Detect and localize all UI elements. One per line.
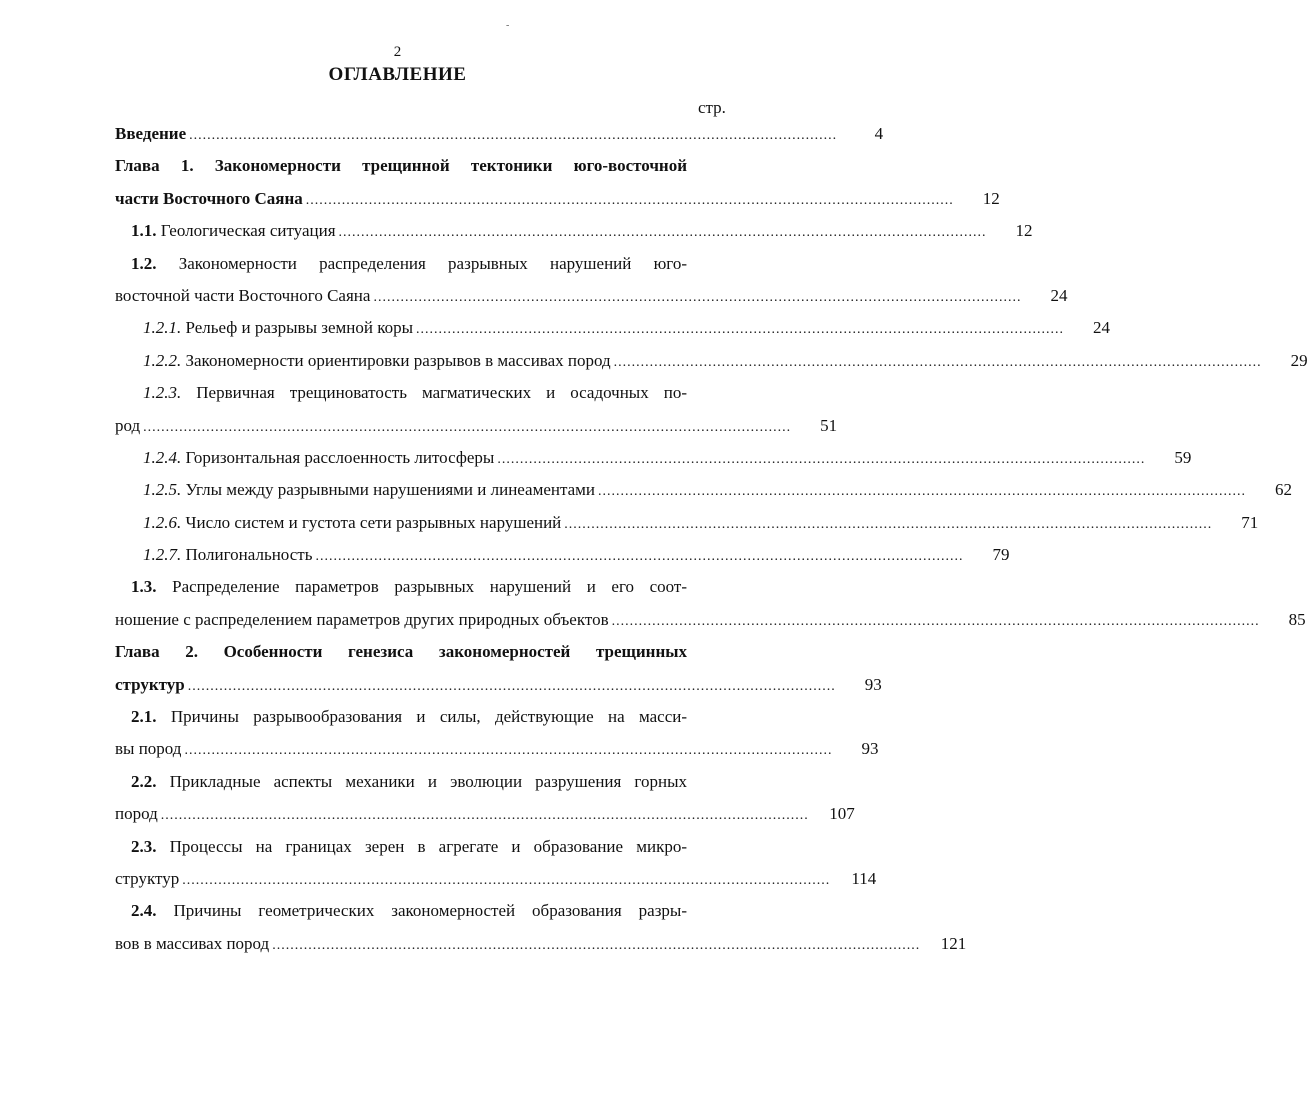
toc-entry-2-1[interactable]	[115, 701, 879, 766]
page-column-label: стр.	[698, 98, 726, 117]
page-ref: 114	[851, 868, 877, 888]
toc-entry-2-3[interactable]	[115, 831, 877, 896]
toc-entry-1-2[interactable]	[115, 248, 1068, 313]
entry-title: Углы между разрывными нарушениями и линеаментами	[185, 480, 596, 500]
dot-leader: ................................................................................................................................................	[187, 678, 836, 694]
toc-entry-chapter-1[interactable]	[115, 150, 1000, 215]
entry-title: Число систем и густота сети разрывных нарушений	[185, 512, 562, 532]
dot-leader: ................................................................................................................................................	[598, 484, 1247, 500]
entry-line-2: ношение с распределением параметров других природных объектов	[115, 609, 609, 629]
entry-title: Рельеф и разрывы земной коры	[185, 318, 414, 338]
dot-leader: ................................................................................................................................................	[611, 613, 1260, 629]
page-ref: 12	[1015, 221, 1033, 241]
entry-line-1: 2.4. Причины геометрических закономерностей образования разры-	[131, 901, 687, 921]
toc-entry-1-2-4[interactable]	[143, 442, 1192, 474]
toc-entry-1-3[interactable]	[115, 571, 1306, 636]
entry-line-1: 1.3. Распределение параметров разрывных нарушений и его соот-	[131, 577, 688, 597]
entry-line-1: 2.1. Причины разрывообразования и силы, действующие на масси-	[131, 707, 688, 727]
page-ref: 79	[992, 545, 1010, 565]
toc-entry-1-2-7[interactable]	[143, 539, 1010, 571]
entry-line-2: восточной части Восточного Саяна	[115, 285, 371, 305]
entry-line-1: Глава 2. Особенности генезиса закономерностей трещинных	[115, 642, 688, 662]
table-of-contents	[115, 118, 1308, 960]
page-ref: 93	[864, 674, 882, 694]
page-ref: 4	[874, 124, 884, 143]
entry-line-1: 2.2. Прикладные аспекты механики и эволюции разрушения горных	[131, 771, 688, 791]
page-ref: 51	[820, 415, 838, 435]
page-title: ОГЛАВЛЕНИЕ	[328, 64, 467, 85]
page-ref: 121	[940, 933, 967, 953]
dot-leader: ................................................................................................................................................	[373, 289, 1022, 305]
entry-number: 1.2.2.	[143, 350, 182, 370]
page-ref: 85	[1288, 609, 1306, 629]
entry-line-1: 1.2. Закономерности распределения разрывных нарушений юго-	[131, 253, 687, 273]
page-ref: 24	[1093, 318, 1111, 338]
entry-label: Введение	[115, 124, 187, 143]
dot-leader: ................................................................................................................................................	[189, 128, 838, 143]
entry-line-2: род	[115, 415, 141, 435]
toc-entry-2-4[interactable]	[115, 895, 967, 960]
entry-number: 1.2.4.	[143, 447, 182, 467]
dot-leader: ................................................................................................................................................	[182, 872, 831, 888]
dot-leader: ................................................................................................................................................	[564, 516, 1213, 532]
toc-entry-1-2-3[interactable]	[115, 377, 838, 442]
top-mark: -	[506, 20, 510, 31]
dot-leader: ................................................................................................................................................	[160, 808, 809, 824]
page-ref: 12	[982, 188, 1000, 208]
page-ref: 107	[829, 804, 855, 824]
dot-leader: ................................................................................................................................................	[416, 322, 1065, 338]
dot-leader: ................................................................................................................................................	[613, 354, 1262, 370]
entry-number: 1.2.5.	[143, 480, 182, 500]
toc-entry-1-1[interactable]	[131, 215, 1033, 247]
page-ref: 93	[861, 739, 879, 759]
entry-line-2: части Восточного Саяна	[115, 188, 303, 208]
entry-title: Закономерности ориентировки разрывов в массивах пород	[185, 350, 611, 370]
dot-leader: ................................................................................................................................................	[497, 451, 1146, 467]
dot-leader: ................................................................................................................................................	[272, 937, 921, 953]
page-ref: 59	[1174, 447, 1192, 467]
toc-entry-chapter-2[interactable]	[115, 636, 882, 701]
entry-line-2: структур	[115, 868, 180, 888]
entry-number: 1.2.1.	[143, 318, 182, 338]
page-number: 2	[393, 44, 402, 60]
page-ref: 71	[1241, 512, 1259, 532]
toc-entry-2-2[interactable]	[115, 766, 855, 831]
toc-entry-intro[interactable]	[115, 118, 884, 150]
entry-number: 1.2.7.	[143, 545, 182, 565]
dot-leader: ................................................................................................................................................	[143, 419, 792, 435]
entry-line-2: вы пород	[115, 739, 182, 759]
page-ref: 29	[1290, 350, 1308, 370]
entry-number: 1.1.	[131, 221, 157, 241]
dot-leader: ................................................................................................................................................	[184, 743, 833, 759]
page-ref: 62	[1275, 480, 1293, 500]
page-ref: 24	[1050, 285, 1068, 305]
entry-title: Геологическая ситуация	[160, 221, 336, 241]
entry-line-2: структур	[115, 674, 185, 694]
entry-line-1: Глава 1. Закономерности трещинной тектоники юго-восточной	[115, 156, 688, 176]
entry-line-1: 1.2.3. Первичная трещиноватость магматических и осадочных по-	[143, 383, 687, 403]
entry-line-2: пород	[115, 804, 158, 824]
toc-entry-1-2-6[interactable]	[143, 507, 1259, 539]
toc-entry-1-2-1[interactable]	[143, 312, 1111, 344]
entry-line-1: 2.3. Процессы на границах зерен в агрегате и образование микро-	[131, 836, 687, 856]
entry-title: Полигональность	[185, 545, 313, 565]
entry-line-2: вов в массивах пород	[115, 933, 270, 953]
dot-leader: ................................................................................................................................................	[338, 225, 987, 241]
dot-leader: ................................................................................................................................................	[315, 549, 964, 565]
entry-number: 1.2.6.	[143, 512, 182, 532]
toc-entry-1-2-2[interactable]	[143, 345, 1308, 377]
entry-title: Горизонтальная расслоенность литосферы	[185, 447, 495, 467]
toc-entry-1-2-5[interactable]	[143, 474, 1293, 506]
dot-leader: ................................................................................................................................................	[305, 192, 954, 208]
